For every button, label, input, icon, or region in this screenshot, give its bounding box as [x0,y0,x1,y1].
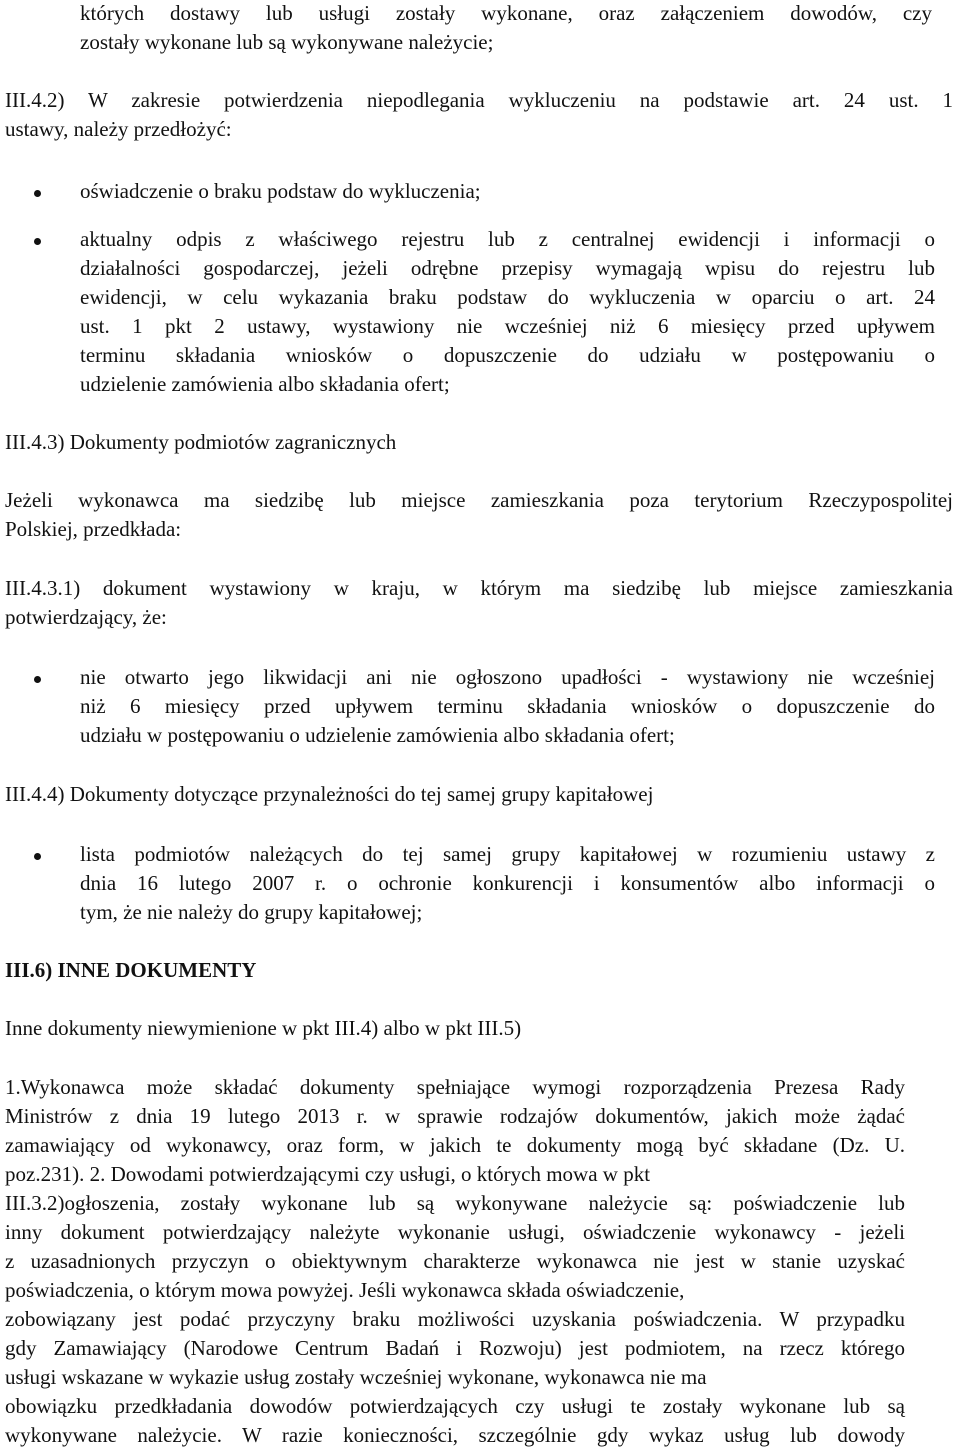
paragraph [5,1073,905,1450]
text-line: nie otwarto jego likwidacji ani nie ogłoszono upadłości - wystawiony nie wcześniej [80,665,935,689]
text-line: gdy Zamawiający (Narodowe Centrum Badań i Rozwoju) jest podmiotem, na rzecz którego [5,1336,905,1360]
paragraph [5,574,953,632]
section-heading-III-6: III.6) INNE DOKUMENTY [5,958,257,982]
paragraph [5,486,953,544]
section-heading-III-4-3: III.4.3) Dokumenty podmiotów zagranicznych [5,430,397,454]
text-line: 1.Wykonawca może składać dokumenty spełniające wymogi rozporządzenia Prezesa Rady [5,1075,905,1099]
text-line: udziału w postępowaniu o udzielenie zamówienia albo składania ofert; [80,723,675,747]
list-item [80,177,935,206]
text-line: usługi wskazane w wykazie usług zostały wcześniej wykonane, wykonawca nie ma [5,1365,707,1389]
list-item [80,663,935,750]
text-line: Ministrów z dnia 19 lutego 2013 r. w sprawie rodzajów dokumentów, jakich może żądać [5,1104,905,1128]
list-item [80,840,935,927]
text-line: działalności gospodarczej, jeżeli odrębne przepisy wymagają wpisu do rejestru lub [80,256,935,280]
text-line: wykonywane należycie. W razie konieczności, szczególnie gdy wykaz usług lub dowody [5,1423,905,1447]
bullet-icon [34,238,41,245]
text-line: ewidencji, w celu wykazania braku podstaw do wykluczenia w oparciu o art. 24 [80,285,935,309]
text-line: III.4.2) W zakresie potwierdzenia niepodlegania wykluczeniu na podstawie art. 24 ust. 1 [5,88,953,112]
text-line: oświadczenie o braku podstaw do wykluczenia; [80,179,481,203]
text-line: aktualny odpis z właściwego rejestru lub z centralnej ewidencji i informacji o [80,227,935,251]
text-line: potwierdzający, że: [5,605,167,629]
text-line: niż 6 miesięcy przed upływem terminu składania wniosków o dopuszczenie do [80,694,935,718]
text-line: Jeżeli wykonawca ma siedzibę lub miejsce zamieszkania poza terytorium Rzeczypospolitej [5,488,953,512]
list-item [80,225,935,399]
text-line: poz.231). 2. Dowodami potwierdzającymi czy usługi, o których mowa w pkt [5,1162,651,1186]
text-line: III.3.2)ogłoszenia, zostały wykonane lub są wykonywane należycie są: poświadczenie lub [5,1191,905,1215]
paragraph: Inne dokumenty niewymienione w pkt III.4) albo w pkt III.5) [5,1016,522,1040]
text-line: zostały wykonane lub są wykonywane należycie; [80,30,494,54]
text-line: poświadczenia, o którym mowa powyżej. Jeśli wykonawca składa oświadczenie, [5,1278,685,1302]
text-line: inny dokument potwierdzający należyte wykonanie usługi, oświadczenie wykonawcy - jeżeli [5,1220,905,1244]
text-line: tym, że nie należy do grupy kapitałowej; [80,900,423,924]
text-line: Polskiej, przedkłada: [5,517,182,541]
text-line: obowiązku przedkładania dowodów potwierdzających czy usługi te zostały wykonane lub są [5,1394,905,1418]
text-line: z uzasadnionych przyczyn o obiektywnym charakterze wykonawca nie jest w stanie uzyskać [5,1249,905,1273]
section-heading-III-4-4: III.4.4) Dokumenty dotyczące przynależności do tej samej grupy kapitałowej [5,782,654,806]
text-line: zobowiązany jest podać przyczyny braku możliwości uzyskania poświadczenia. W przypadku [5,1307,905,1331]
bullet-icon [34,853,41,860]
text-line: terminu składania wniosków o dopuszczenie do udziału w postępowaniu o [80,343,935,367]
text-line: ustawy, należy przedłożyć: [5,117,232,141]
text-line: których dostawy lub usługi zostały wykonane, oraz załączeniem dowodów, czy [80,1,932,25]
continuation-paragraph [80,0,932,57]
text-line: lista podmiotów należących do tej samej grupy kapitałowej w rozumieniu ustawy z [80,842,935,866]
text-line: zamawiający od wykonawcy, oraz form, w jakich te dokumenty mogą być składane (Dz. U. [5,1133,905,1157]
text-line: ust. 1 pkt 2 ustawy, wystawiony nie wcześniej niż 6 miesięcy przed upływem [80,314,935,338]
bullet-icon [34,190,41,197]
section-heading-III-4-2 [5,86,953,144]
text-line: III.4.3.1) dokument wystawiony w kraju, w którym ma siedzibę lub miejsce zamieszkania [5,576,953,600]
text-line: udzielenie zamówienia albo składania ofert; [80,372,450,396]
text-line: dnia 16 lutego 2007 r. o ochronie konkurencji i konsumentów albo informacji o [80,871,935,895]
bullet-icon [34,676,41,683]
